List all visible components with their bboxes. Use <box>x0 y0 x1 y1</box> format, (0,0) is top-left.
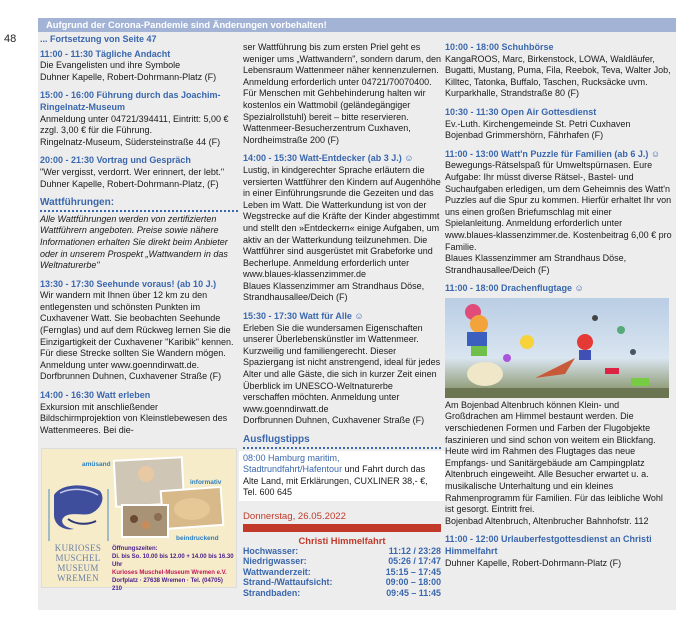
event-title: 15:00 - 16:00 Führung durch das Joachim-Ringelnatz-Museum <box>40 90 221 112</box>
event <box>243 311 441 427</box>
tide-value: 09:45 – 11:45 <box>386 587 441 598</box>
section-title-wattfuehrungen: Wattführungen: <box>40 197 238 212</box>
tide-row <box>243 577 441 588</box>
page-number: 48 <box>4 33 17 45</box>
tag-beindruckend: beindruckend <box>176 535 219 543</box>
logo-line: MUSEUM <box>57 563 99 574</box>
event-place: Bojenbad Grimmershörn, Fährhafen (F) <box>445 130 604 141</box>
kite-festival-photo <box>445 298 669 398</box>
event-place: Duhner Kapelle, Robert-Dohrmann-Platz (F) <box>40 71 217 82</box>
column-2 <box>243 42 441 599</box>
event-text: Wir wandern mit Ihnen über 12 km zu den entlegensten und schönsten Punkten im Cuxhavener Watt. Sie beobachten Seehunde (Fernglas) und auf dem Rückweg lernen Sie die Einzigartigkeit der Cuxhavener "Karibik" kennen. Für diese Strecke sollten Sie Wandern mögen. Anmeldung unter www.goenndirwatt.de. <box>40 290 234 370</box>
event-text: Lustig, in kindgerechter Sprache erläutern die versierten Wattführer den Kindern auf Augenhöhe in einer Einführungsrunde die Gezeiten und das Leben im Watt. Die Watterkundung ist von der Wegstrecke auf die Kräfte der Kinder abgestimmt und stellt den »Entdeckern« einige Aufgaben, um aktiv an der Watterkundung teilzunehmen. Die Wattführer sind ausgerüstet mit Grabeforke und Becherlupe. Anmeldung erforderlich unter www.blaues-klassenzimmer.de <box>243 164 441 280</box>
event-title: 20:00 - 21:30 Vortrag und Gespräch <box>40 155 191 166</box>
museum-org: Kurioses Muschel-Museum Wremen e.V. <box>112 570 227 577</box>
excursion-tip <box>239 451 445 501</box>
event-place: Dorfbrunnen Duhnen, Cuxhavener Straße (F) <box>40 371 222 382</box>
museum-logo-text <box>46 543 110 583</box>
tide-label: Wattwanderzeit: <box>243 566 311 577</box>
event <box>40 49 238 84</box>
tide-label: Hochwasser: <box>243 545 299 556</box>
event-place: Kurparkhalle, Strandstraße 80 (F) <box>445 88 580 99</box>
day-divider <box>243 524 441 532</box>
logo-line: MUSCHEL <box>55 553 101 564</box>
event-place: Duhner Kapelle, Robert-Dohrmann-Platz (F) <box>445 557 622 568</box>
notice-banner: Aufgrund der Corona-Pandemie sind Änderungen vorbehalten! <box>38 18 676 32</box>
event-text: KangaROOS, Marc, Birkenstock, LOWA, Waldläufer, Bugatti, Mustang, Puma, Fila, Reebok, Teva, Walter Job, Killtec, Tatonka, Buffalo, Taschen, Rucksäcke uvm. <box>445 53 671 87</box>
event-title: 14:00 - 15:30 Watt-Entdecker (ab 3 J.) ☺ <box>243 153 414 164</box>
section-title-ausflugstipps: Ausflugstipps <box>243 434 441 449</box>
event-text: Bewegungs-Rätselspaß für Umweltspürnasen. Eure Aufgabe: Ihr müsst diverse Rätsel-, Bastel- und Suchaufgaben erledigen, um dem Geheimnis des Watt'n Puzzles auf die Spur zu kommen. Hierfür erhaltet Ihr von uns einen großen Briefumschlag mit einer Spielanleitung. Anmeldung erforderlich unter www.blaues-klassenzimmer.de. Kostenbeitrag 6,00 € pro Familie. <box>445 160 672 252</box>
opening-hours <box>112 545 234 593</box>
tide-row <box>243 567 441 578</box>
event <box>445 42 673 100</box>
page-sheet <box>38 32 676 610</box>
event-place: Duhner Kapelle, Robert-Dohrmann-Platz, (F) <box>40 178 219 189</box>
logo-line: WREMEN <box>57 573 99 584</box>
event <box>243 153 441 304</box>
event <box>40 155 238 190</box>
tide-row <box>243 556 441 567</box>
event <box>40 279 238 383</box>
event <box>40 90 238 148</box>
kites-image-icon <box>445 298 669 398</box>
event-place: Dorfbrunnen Duhnen, Cuxhavener Straße (F) <box>243 415 425 426</box>
event-text: Am Bojenbad Altenbruch können Klein- und Großdrachen am Himmel bestaunt werden. Die verschiedenen Formen und Farben der Flugobjekte faszinieren und sind schon von weitem ein Blickfang. Heute wird im Rahmen des Flugtages das neue Empfangs- und Sanitärgebäude am Campingplatz Altenbruch eingeweiht. Alle Besucher erwartet u. a. musikalische Unterhaltung und ein kleines Rahmenprogramm für Familien. Für das leibliche Wohl ist gesorgt. Eintritt frei. <box>445 399 663 515</box>
continued-place: Wattenmeer-Besucherzentrum Cuxhaven, Nordheimstraße 200 (F) <box>243 123 411 145</box>
event-title: 11:00 - 13:00 Watt'n Puzzle für Familien (ab 6 J.) ☺ <box>445 148 661 159</box>
event-text: Ev.-Luth. Kirchengemeinde St. Petri Cuxhaven <box>445 118 631 129</box>
tide-row <box>243 546 441 557</box>
tide-value: 09:00 – 18:00 <box>385 577 441 588</box>
event-title: 11:00 - 11:30 Tägliche Andacht <box>40 48 171 59</box>
event-title: 11:00 - 18:00 Drachenflugtage ☺ <box>445 283 584 294</box>
day-heading: Donnerstag, 26.05.2022 <box>243 510 346 522</box>
tag-amuesant: amüsand <box>82 461 111 469</box>
event-title: 15:30 - 17:30 Watt für Alle ☺ <box>243 311 364 322</box>
event-title: 14:00 - 16:30 Watt erleben <box>40 390 151 401</box>
event-place: Blaues Klassenzimmer am Strandhaus Döse, Strandhausallee/Deich (F) <box>243 280 425 303</box>
event <box>445 283 673 527</box>
event-place: Ringelnatz-Museum, Südersteinstraße 44 (F) <box>40 136 221 147</box>
event-place: Blaues Klassenzimmer am Strandhaus Döse, Strandhausallee/Deich (F) <box>445 253 627 275</box>
event-title: 11:00 - 12:00 Urlauberfestgottesdienst an Christi Himmelfahrt <box>445 534 652 556</box>
event-text: Anmeldung unter 04721/394411, Eintritt: 5,00 € zzgl. 3,00 € für die Führung. <box>40 113 229 136</box>
tide-value: 15:15 – 17:45 <box>385 566 441 577</box>
section-intro: Alle Wattführungen werden von zertifizierten Wattführern angeboten. Preise sowie nähere Informationen erhalten Sie direkt beim Anbieter oder in unserem Prospekt „Wattwandern in das Weltnaturerbe" <box>40 213 228 271</box>
tag-informativ: informativ <box>190 479 222 487</box>
event-title: 13:30 - 17:30 Seehunde voraus! (ab 10 J.) <box>40 278 217 289</box>
hours-text: Di. bis So. 10.00 bis 12.00 + 14.00 bis 16.30 Uhr <box>112 554 234 569</box>
event <box>445 534 673 569</box>
tip-text: und Fahrt durch das Alte Land, mit Erklärungen, CUXLINER 38,- €, Tel. 600 645 <box>243 464 428 498</box>
tide-value: 05:26 / 17:47 <box>388 556 441 567</box>
event-text: Erleben Sie die wundersamen Eigenschaften unserer Überlebenskünstler im Wattenmeer. Kurzweilig und familiengerecht. Dieser Spaziergang ist nicht anstrengend, ideal für jedes Alter und alle Gäste, die sich in kurzer Zeit einen Überblick im UNESCO-Weltnaturerbe verschaffen möchten. Anmeldung unter www.goenndirwatt.de <box>243 322 441 414</box>
event <box>445 107 673 142</box>
event-text: Die Evangelisten und ihre Symbole <box>40 60 181 71</box>
holiday-title: Christi Himmelfahrt <box>298 534 386 546</box>
museum-address: Dorfplatz · 27638 Wremen · Tel. (04705) 210 <box>112 578 223 593</box>
column-1 <box>40 34 238 593</box>
column-3 <box>445 42 673 569</box>
tide-label: Strand-/Wattaufsicht: <box>243 577 333 588</box>
museum-advertisement <box>41 448 237 593</box>
tide-table <box>243 535 441 599</box>
hours-title: Öffnungszeiten: <box>112 546 158 553</box>
page-bottom-margin <box>0 610 676 622</box>
event <box>40 390 238 436</box>
tide-value: 11:12 / 23:28 <box>388 545 441 556</box>
logo-line: KURIOSES <box>54 543 102 554</box>
tide-label: Niedrigwasser: <box>243 556 307 567</box>
tip-title: 08:00 Hamburg maritim, Stadtrundfahrt/Hafentour <box>243 452 343 475</box>
event-title: 10:00 - 18:00 Schuhbörse <box>445 42 554 52</box>
event-text: "Wer vergisst, verdorrt. Wer erinnert, der lebt." <box>40 166 225 177</box>
tide-row <box>243 588 441 599</box>
event-title: 10:30 - 11:30 Open Air Gottesdienst <box>445 106 597 117</box>
event <box>445 149 673 277</box>
event-place: Bojenbad Altenbruch, Altenbrucher Bahnhofstr. 112 <box>445 515 649 526</box>
continued-text: ser Wattführung bis zum ersten Priel geht es weniger ums „Wattwandern", sondern darum, den Lebensraum Wattenmeer näher kennenzulernen. Anmeldung erforderlich unter 04721/70070400. Für Menschen mit Gehbehinderung halten wir kostenlos ein Wattmobil (geländegängiger Spezialrollstuhl) bereit – bitte reservieren. <box>243 42 441 122</box>
tide-label: Strandbaden: <box>243 587 301 598</box>
continued-heading: ... Fortsetzung von Seite 47 <box>40 34 157 44</box>
event-text: Exkursion mit anschließender Bildschirmprojektion von Kleinstlebewesen des Wattenmeeres. Bei die- <box>40 401 228 435</box>
